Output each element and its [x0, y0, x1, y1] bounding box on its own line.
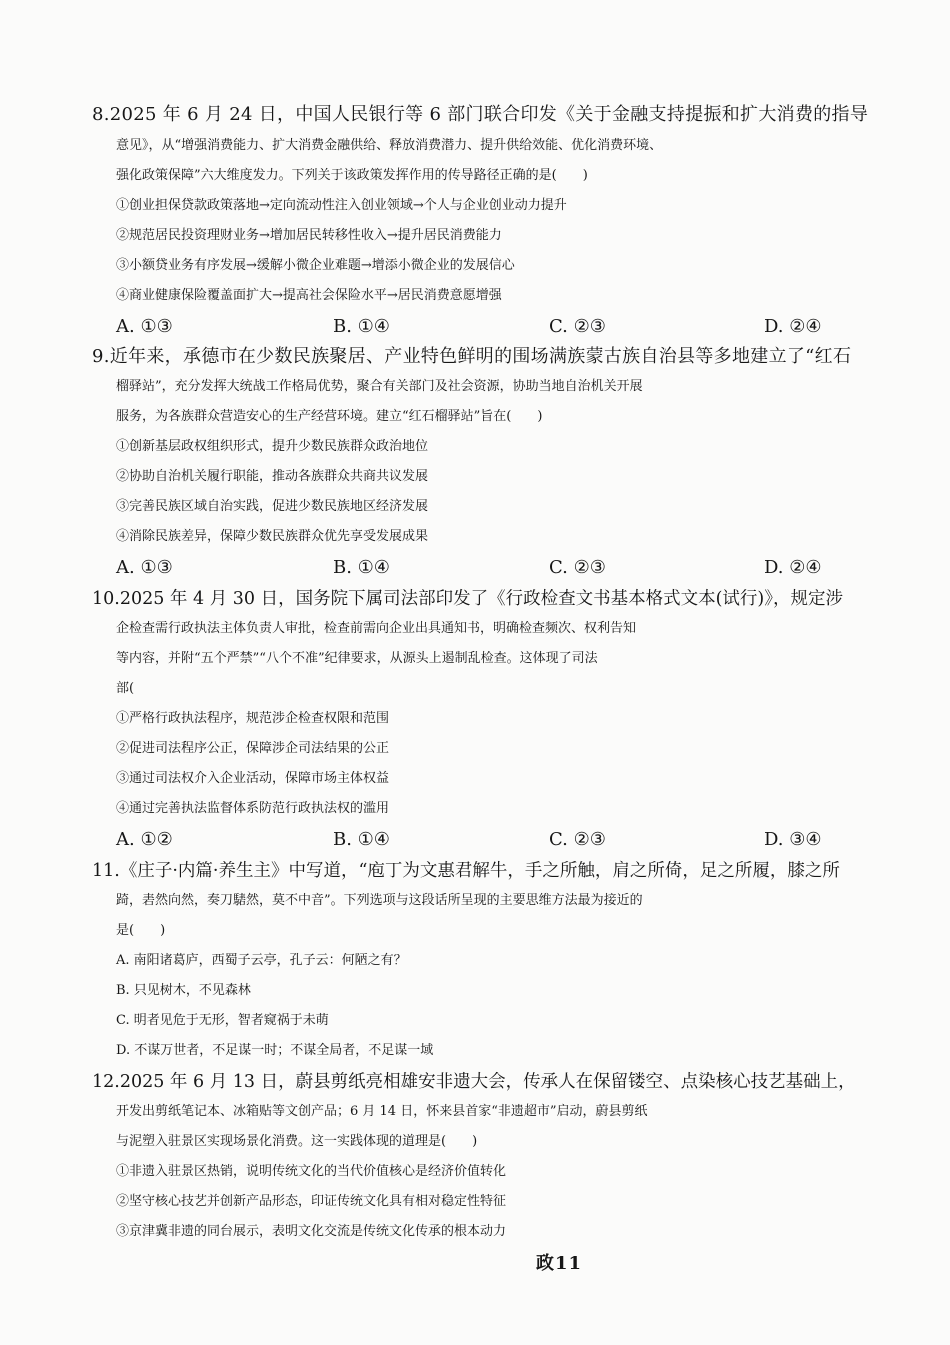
question-stem-line: 意见》，从“增强消费能力、扩大消费金融供给、释放消费潜力、提升供给效能、优化消费环境、 [116, 138, 663, 153]
statement-item: ①严格行政执法程序，规范涉企检查权限和范围 [116, 711, 390, 726]
statement-item: ④商业健康保险覆盖面扩大→提高社会保险水平→居民消费意愿增强 [116, 288, 502, 303]
question-stem-line: 等内容，并附“五个严禁”“八个不准”纪律要求，从源头上遏制乱检查。这体现了司法 [116, 651, 598, 666]
question-stem-line: 10.2025 年 4 月 30 日，国务院下属司法部印发了《行政检查文书基本格式文本(试行)》，规定涉 [92, 589, 843, 609]
statement-item: ①创新基层政权组织形式，提升少数民族群众政治地位 [116, 439, 429, 454]
statement-item: ③小额贷业务有序发展→缓解小微企业难题→增添小微企业的发展信心 [116, 258, 515, 273]
answer-option-d: D. 不谋万世者，不足谋一时；不谋全局者，不足谋一域 [116, 1043, 434, 1058]
answer-option-c: C. ②③ [549, 557, 606, 578]
question-stem-line: 11.《庄子·内篇·养生主》中写道，“庖丁为文惠君解牛，手之所触，肩之所倚，足之所履，膝之所 [92, 861, 840, 881]
statement-item: ③京津冀非遗的同台展示，表明文化交流是传统文化传承的根本动力 [116, 1224, 507, 1239]
statement-item: ②坚守核心技艺并创新产品形态，印证传统文化具有相对稳定性特征 [116, 1194, 507, 1209]
question-stem-line: 是( ) [116, 923, 166, 938]
statement-item: ①创业担保贷款政策落地→定向流动性注入创业领域→个人与企业创业动力提升 [116, 198, 567, 213]
statement-item: ②协助自治机关履行职能，推动各族群众共商共议发展 [116, 469, 429, 484]
answer-option-d: D. ②④ [764, 316, 822, 337]
statement-item: ③完善民族区域自治实践，促进少数民族地区经济发展 [116, 499, 429, 514]
question-stem-line: 12.2025 年 6 月 13 日，蔚县剪纸亮相雄安非遗大会，传承人在保留镂空、点染核心技艺基础上， [92, 1072, 856, 1092]
answer-option-d: D. ②④ [764, 557, 822, 578]
statement-item: ②规范居民投资理财业务→增加居民转移性收入→提升居民消费能力 [116, 228, 502, 243]
question-stem-line: 企检查需行政执法主体负责人审批，检查前需向企业出具通知书，明确检查频次、权利告知 [116, 621, 637, 636]
question-stem-line: 部( [116, 681, 135, 696]
question-stem-line: 开发出剪纸笔记本、冰箱贴等文创产品；6 月 14 日，怀来县首家“非遗超市”启动，蔚县剪纸 [116, 1104, 648, 1119]
answer-option-c: C. ②③ [549, 829, 606, 850]
statement-item: ①非遗入驻景区热销，说明传统文化的当代价值核心是经济价值转化 [116, 1164, 507, 1179]
answer-option-a: A. ①③ [116, 316, 173, 337]
answer-option-a: A. 南阳诸葛庐，西蜀子云亭，孔子云：何陋之有？ [116, 953, 407, 968]
answer-option-a: A. ①③ [116, 557, 173, 578]
question-stem-line: 与泥塑入驻景区实现场景化消费。这一实践体现的道理是( ) [116, 1134, 478, 1149]
answer-option-a: A. ①② [116, 829, 173, 850]
statement-item: ④消除民族差异，保障少数民族群众优先享受发展成果 [116, 529, 429, 544]
answer-option-b: B. ①④ [333, 316, 390, 337]
statement-item: ③通过司法权介入企业活动，保障市场主体权益 [116, 771, 390, 786]
statement-item: ④通过完善执法监督体系防范行政执法权的滥用 [116, 801, 390, 816]
question-stem-line: 服务，为各族群众营造安心的生产经营环境。建立“红石榴驿站”旨在( ) [116, 409, 543, 424]
answer-option-d: D. ③④ [764, 829, 822, 850]
answer-option-b: B. ①④ [333, 829, 390, 850]
answer-option-b: B. ①④ [333, 557, 390, 578]
question-stem-line: 8.2025 年 6 月 24 日，中国人民银行等 6 部门联合印发《关于金融支持提振和扩大消费的指导 [92, 104, 869, 125]
question-stem-line: 9.近年来，承德市在少数民族聚居、产业特色鲜明的围场满族蒙古族自治县等多地建立了“红石 [92, 346, 852, 367]
answer-option-c: C. ②③ [549, 316, 606, 337]
question-stem-line: 强化政策保障”六大维度发力。下列关于该政策发挥作用的传导路径正确的是( ) [116, 168, 588, 183]
page-number: 政11 [536, 1253, 583, 1274]
answer-option-b: B. 只见树木，不见森林 [116, 983, 251, 998]
question-stem-line: 踦，砉然向然，奏刀騞然，莫不中音”。下列选项与这段话所呈现的主要思维方法最为接近的 [116, 893, 643, 908]
answer-option-c: C. 明者见危于无形，智者窥祸于未萌 [116, 1013, 329, 1028]
statement-item: ②促进司法程序公正，保障涉企司法结果的公正 [116, 741, 390, 756]
question-stem-line: 榴驿站”，充分发挥大统战工作格局优势，聚合有关部门及社会资源，协助当地自治机关开展 [116, 379, 643, 394]
